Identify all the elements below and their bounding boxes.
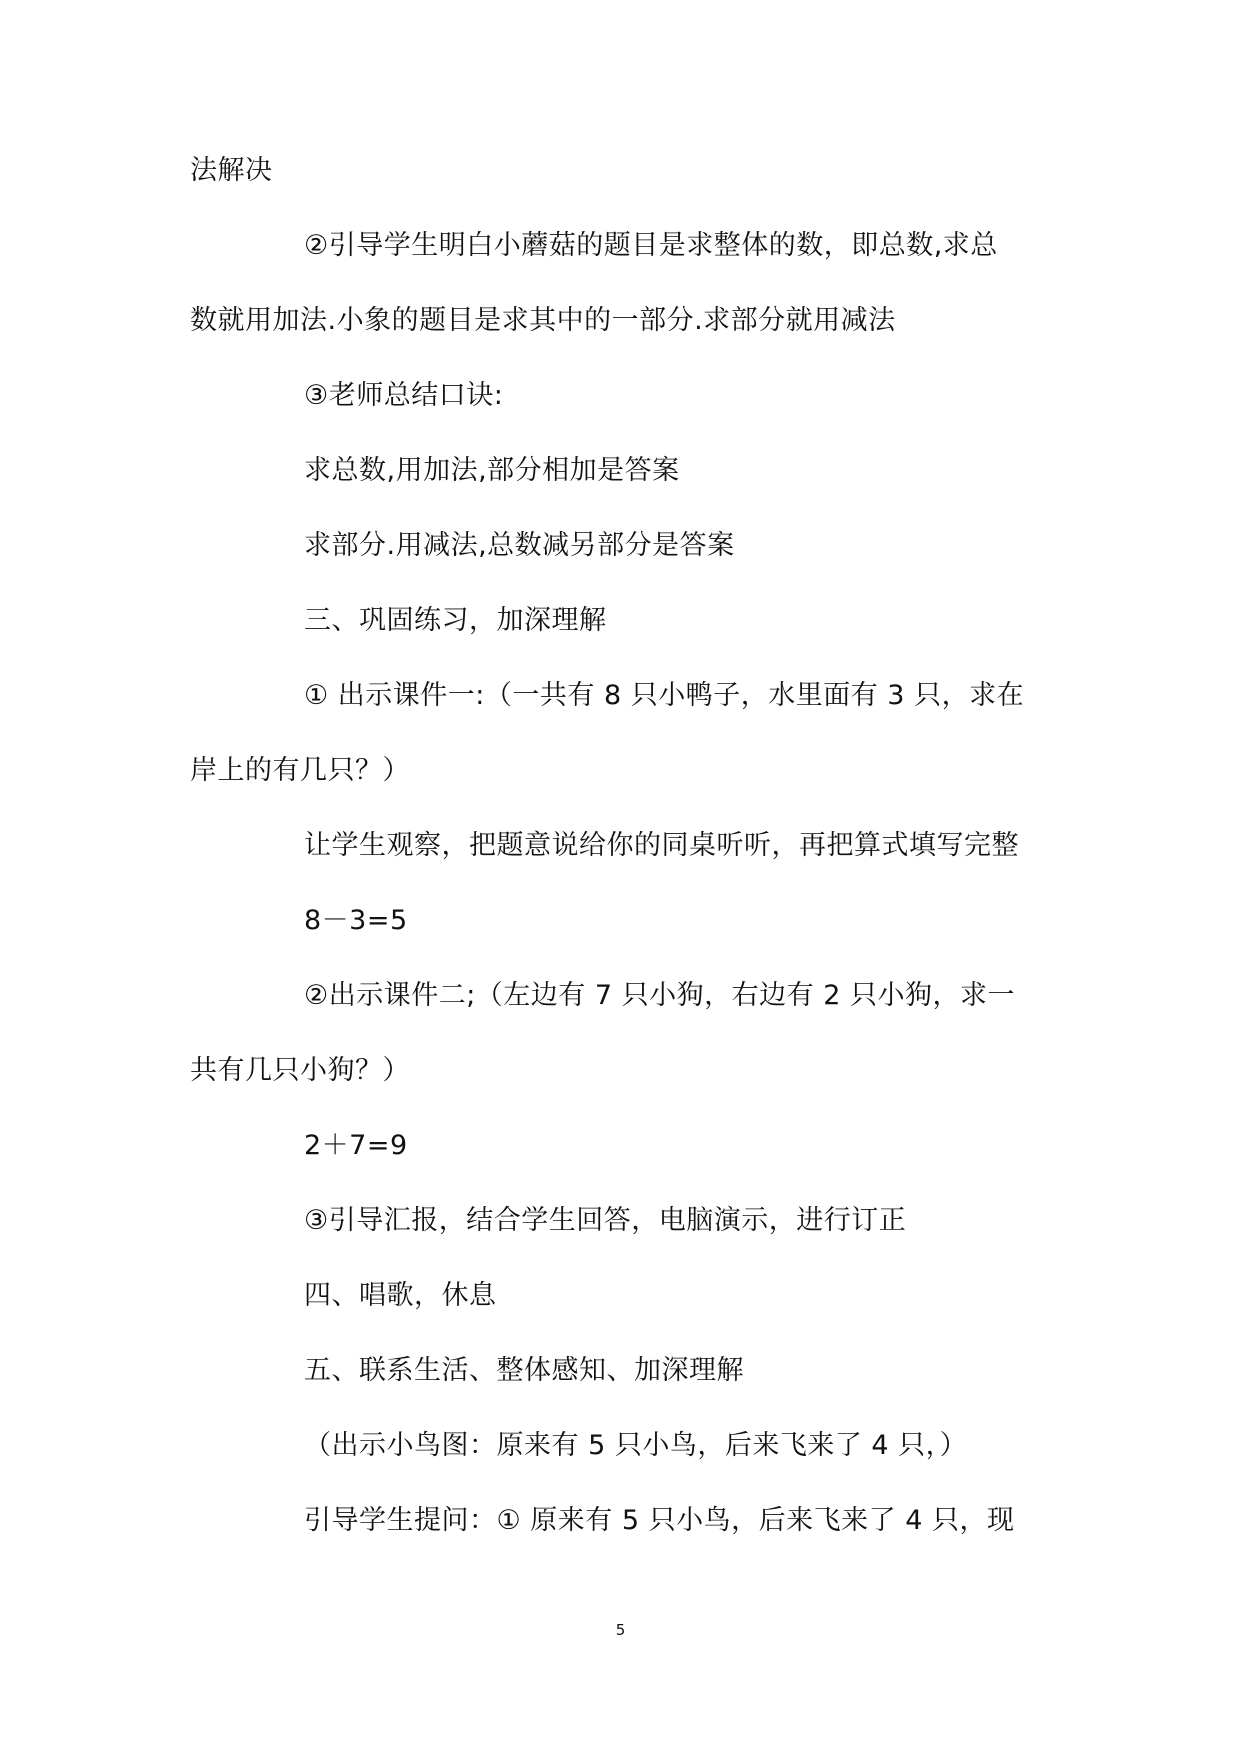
text-line: 共有几只小狗？） xyxy=(190,1055,410,1086)
text-line: ③引导汇报，结合学生回答，电脑演示，进行订正 xyxy=(304,1205,907,1236)
section-heading: 五、联系生活、整体感知、加深理解 xyxy=(304,1355,744,1386)
text-line: 引导学生提问：① 原来有 5 只小鸟，后来飞来了 4 只，现 xyxy=(304,1505,1015,1536)
section-heading: 三、巩固练习，加深理解 xyxy=(304,605,607,636)
equation: 8－3=5 xyxy=(304,905,408,936)
text-line: 求总数,用加法,部分相加是答案 xyxy=(304,455,680,486)
text-line: ②引导学生明白小蘑菇的题目是求整体的数，即总数,求总 xyxy=(304,230,998,261)
equation: 2＋7=9 xyxy=(304,1130,408,1161)
text-line: 数就用加法.小象的题目是求其中的一部分.求部分就用减法 xyxy=(190,305,896,336)
text-line: ① 出示课件一:（一共有 8 只小鸭子，水里面有 3 只，求在 xyxy=(304,680,1025,711)
page-number: 5 xyxy=(615,1621,626,1639)
text-line: 求部分.用减法,总数减另部分是答案 xyxy=(304,530,735,561)
text-line: 让学生观察，把题意说给你的同桌听听，再把算式填写完整 xyxy=(304,830,1019,861)
text-line: 法解决 xyxy=(190,155,273,186)
text-line: ②出示课件二;（左边有 7 只小狗，右边有 2 只小狗，求一 xyxy=(304,980,1015,1011)
section-heading: 四、唱歌，休息 xyxy=(304,1280,497,1311)
text-line: 岸上的有几只？） xyxy=(190,755,410,786)
text-line: （出示小鸟图：原来有 5 只小鸟，后来飞来了 4 只，） xyxy=(304,1430,968,1461)
text-line: ③老师总结口诀: xyxy=(304,380,504,411)
